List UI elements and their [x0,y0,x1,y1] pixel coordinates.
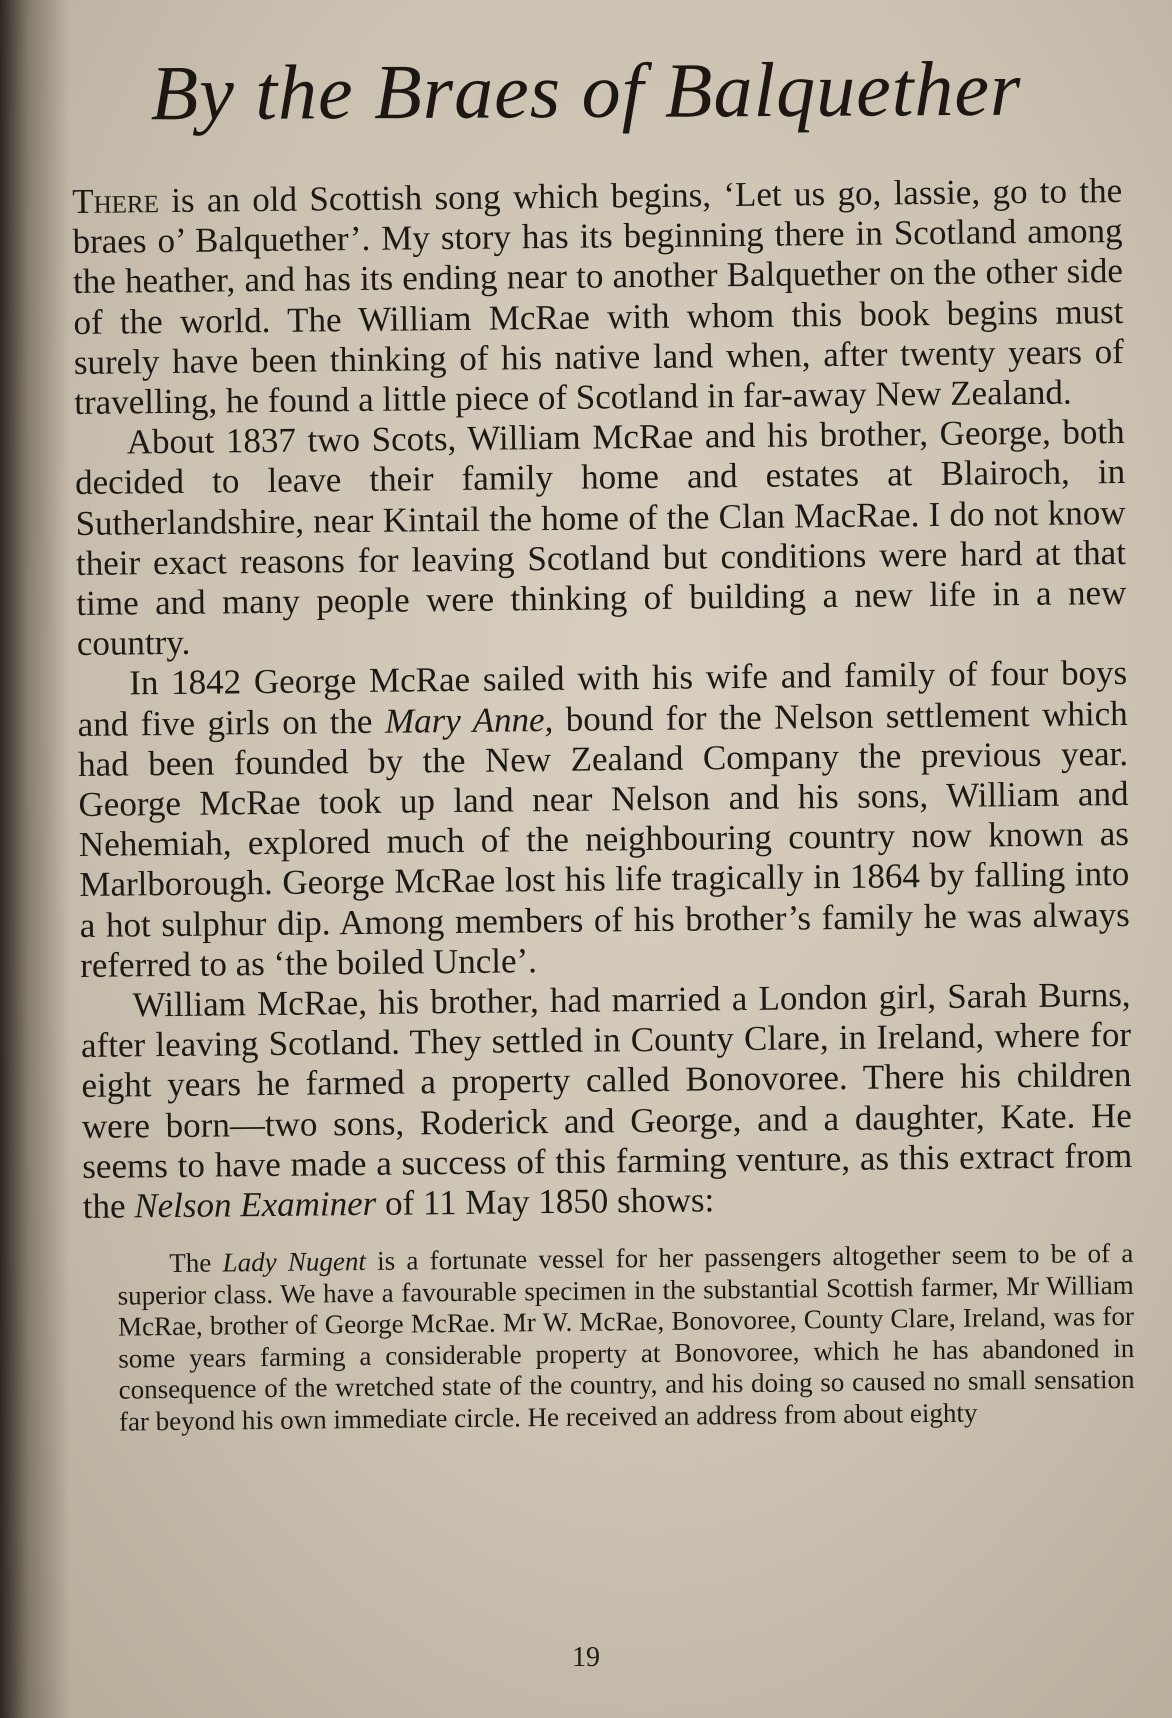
quote-ship-name: Lady Nugent [222,1246,367,1278]
paragraph-4-text-b: of 11 May 1850 shows: [376,1180,715,1223]
paragraph-1 [72,171,1124,423]
ship-name: Mary Anne, [384,699,554,741]
paragraph-1-text: is an old Scottish song which begins, ‘Let us go, lassie, go to the braes o’ Balquether’. My story has its beginning there in Scotland among the heather, and has its ending near to another Balquether on the other side of the world. The William McRae with whom this book begins must surely have been thinking of his native land when, after twenty years of travelling, he found a little piece of Scotland in far-away New Zealand. [72,171,1125,423]
newspaper-name: Nelson Examiner [134,1183,377,1226]
block-quote [117,1238,1135,1438]
gutter-shadow [0,0,70,1718]
paragraph-3-text-a: In 1842 George McRae sailed with his wife and family of four boys and five girls on the [77,653,1128,744]
paragraph-4-text-a: William McRae, his brother, had married a London girl, Sarah Burns, after leaving Scotland. They settled in County Clare, in Ireland, where for eight years he farmed a property called Bonovoree. There his children were born—two sons, Roderick and George, and a daughter, Kate. He seems to have made a success of this farming venture, as this extract from the [80,975,1133,1227]
paragraph-2: About 1837 two Scots, William McRae and his brother, George, both decided to leave their family home and estates at Blairoch, in Sutherlandshire, near Kintail the home of the Clan MacRae. I do not know their exact reasons for leaving Scotland but conditions were hard at that time and many people were thinking of building a new life in a new country. [74,412,1127,664]
chapter-title: By the Braes of Balquether [150,44,1022,137]
paragraph-3-text-b: bound for the Nelson settlement which had been founded by the New Zealand Company the previous year. George McRae took up land near Nelson and his sons, William and Nehemiah, explored much of the neighbouring country now known as Marlborough. George McRae lost his life tragically in 1864 by falling into a hot sulphur dip. Among members of his brother’s family he was always referred to as ‘the boiled Uncle’. [77,693,1130,985]
page-number: 19 [572,1642,600,1673]
paragraph-4 [80,975,1132,1227]
quote-text: is a fortunate vessel for her passengers altogether seem to be of a superior class. We have a favourable specimen in the substantial Scottish farmer, Mr William McRae, brother of George McRae. Mr W. McRae, Bonovoree, County Clare, Ireland, was for some years farming a considerable property at Bonovoree, which he has abandoned in consequence of the wretched state of the country, and his doing so caused no small sensation far beyond his own immediate circle. He received an address from about eighty [117,1238,1135,1437]
chapter-body [72,171,1135,1438]
paragraph-3 [77,653,1130,986]
quote-lead: The [169,1247,223,1279]
drop-lead-word: There [72,181,160,221]
